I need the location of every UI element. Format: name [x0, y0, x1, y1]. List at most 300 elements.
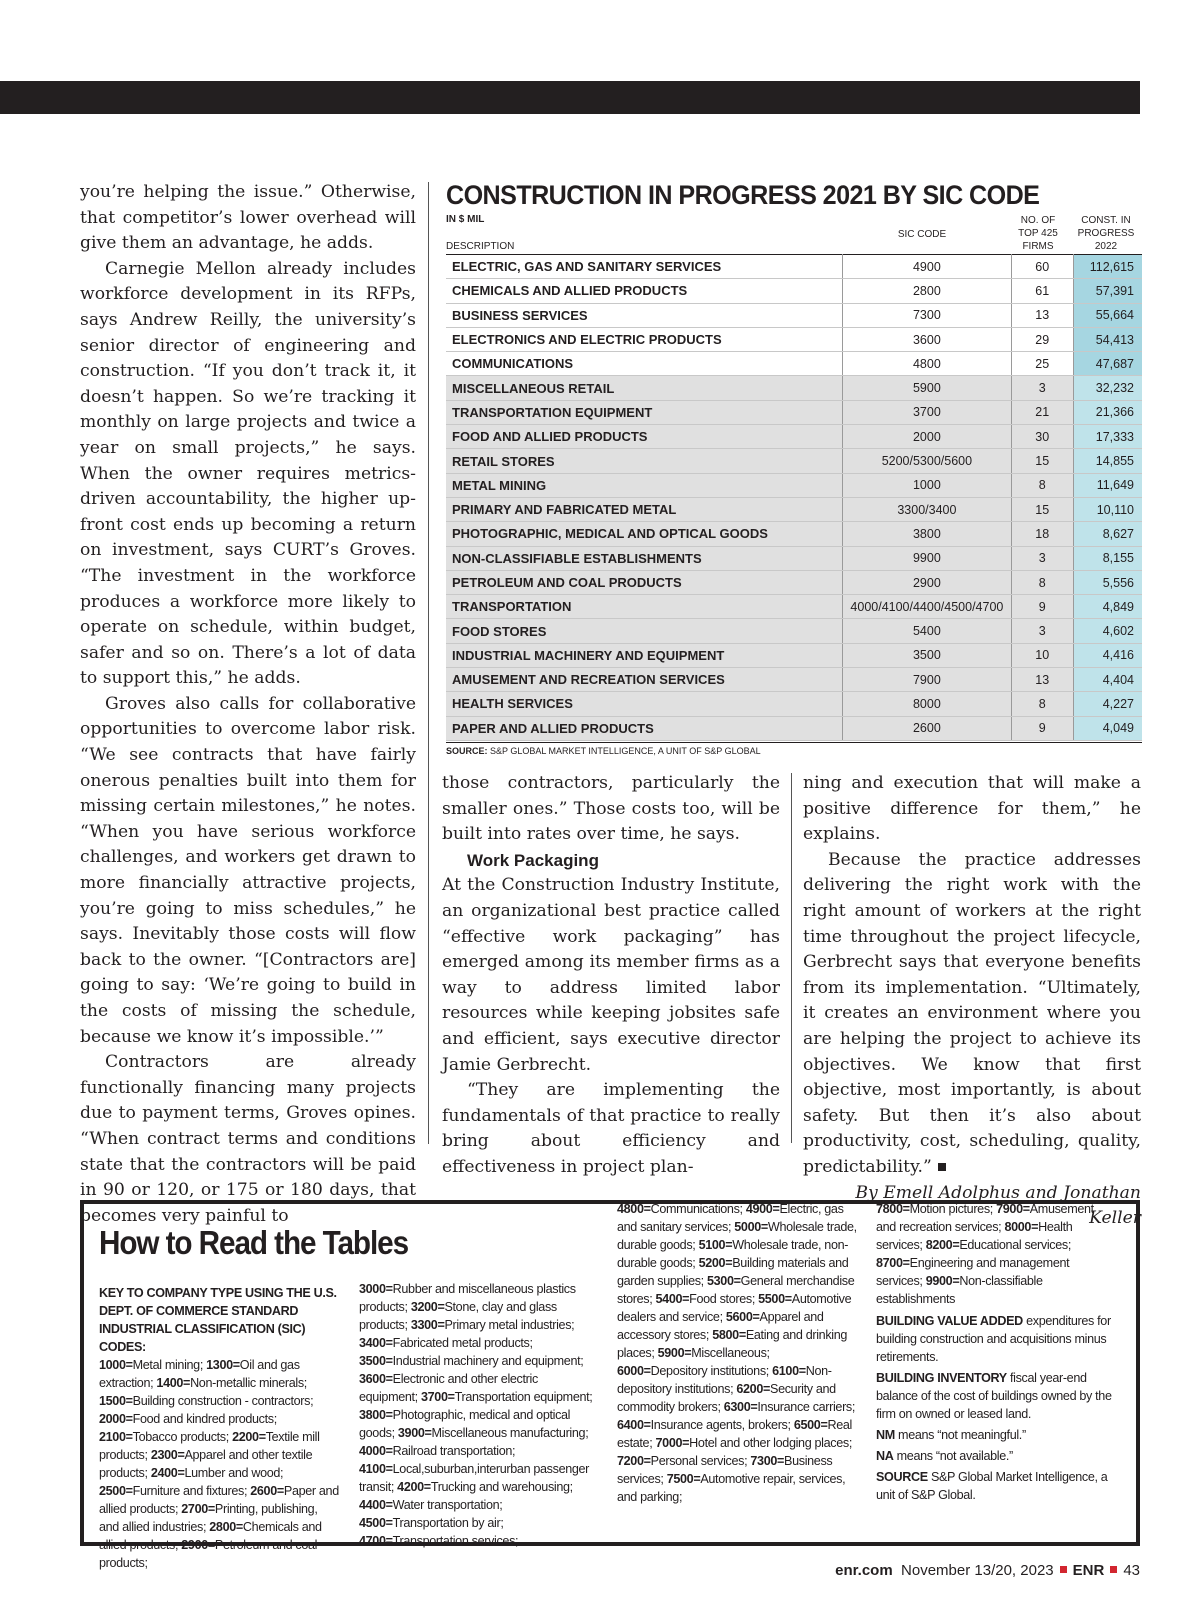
key-description: Food stores	[689, 1292, 752, 1306]
row-construction-in-progress: 8,627	[1073, 522, 1142, 546]
key-equals: =	[385, 1372, 393, 1386]
table-row	[446, 570, 1142, 594]
row-firm-count: 18	[1011, 522, 1073, 546]
key-equals: =	[684, 1346, 692, 1360]
key-equals: =	[207, 1502, 215, 1516]
key-description: Insurance carriers	[757, 1400, 852, 1414]
row-sic-code: 3500	[842, 643, 1011, 667]
key-equals: =	[437, 1318, 445, 1332]
definitions	[876, 1312, 1116, 1504]
key-column-2	[359, 1280, 599, 1550]
row-construction-in-progress: 57,391	[1073, 279, 1142, 303]
row-description: BUSINESS SERVICES	[446, 303, 842, 327]
definition	[876, 1426, 1116, 1444]
table-row	[446, 279, 1142, 303]
key-equals: =	[643, 1454, 651, 1468]
key-code: 4900	[745, 1202, 773, 1216]
key-equals: =	[820, 1418, 828, 1432]
row-sic-code: 4000/4100/4400/4500/4700	[842, 595, 1011, 619]
key-equals: =	[276, 1484, 284, 1498]
row-sic-code: 2000	[842, 425, 1011, 449]
definition	[876, 1312, 1116, 1366]
key-equals: =	[183, 1376, 191, 1390]
row-construction-in-progress: 11,649	[1073, 473, 1142, 497]
key-equals: =	[784, 1292, 792, 1306]
article-column-3	[803, 771, 1141, 1232]
table-row	[446, 619, 1142, 643]
key-description: Petroleum and coal products	[99, 1538, 318, 1570]
key-equals: =	[258, 1430, 266, 1444]
row-firm-count: 8	[1011, 473, 1073, 497]
key-equals: =	[232, 1358, 240, 1372]
row-firm-count: 15	[1011, 449, 1073, 473]
header-sic: SIC CODE	[897, 229, 947, 240]
key-description: Depository institutions	[650, 1364, 766, 1378]
definition-text: S&P Global Market Intelligence, a unit of S&P Global.	[876, 1470, 1108, 1502]
table-row	[446, 327, 1142, 351]
key-description: Building construction - contractors	[132, 1394, 311, 1408]
key-description: Security and commodity brokers	[617, 1382, 836, 1414]
row-construction-in-progress: 4,227	[1073, 692, 1142, 716]
row-construction-in-progress: 10,110	[1073, 497, 1142, 521]
row-firm-count: 3	[1011, 619, 1073, 643]
key-description: Electronic and other electric equipment	[359, 1372, 538, 1404]
definition-term: BUILDING VALUE ADDED	[876, 1314, 1023, 1328]
key-equals: =	[752, 1310, 760, 1324]
article-paragraph: Carnegie Mellon already includes workforce development in its RFPs, says Andrew Reilly, the university’s senior director of engineering and construction. “If you don’t track it, it doesn’t happen. So we’re tracking it monthly on large projects and twice a year on small projects,” he says. When the owner requires metrics-driven accountability, the higher up-front cost ends up becoming a return on investment, says CURT’s Groves. “The investment in the workforce produces a workforce more likely to operate on schedule, within budget, safer and so on. There’s a lot of data to support this,” he adds.	[80, 258, 416, 689]
row-firm-count: 10	[1011, 643, 1073, 667]
key-code: 2100	[99, 1430, 126, 1444]
key-equals: =	[902, 1256, 910, 1270]
key-description: Amusement and recreation services	[876, 1202, 1094, 1234]
row-construction-in-progress: 55,664	[1073, 303, 1142, 327]
key-code: 4100	[359, 1462, 386, 1476]
row-sic-code: 3300/3400	[842, 497, 1011, 521]
key-equals: =	[125, 1412, 133, 1426]
key-code: 6400	[617, 1418, 644, 1432]
key-equals: =	[725, 1256, 733, 1270]
definition-term: SOURCE	[876, 1470, 928, 1484]
key-equals: =	[1031, 1220, 1039, 1234]
key-equals: =	[385, 1282, 393, 1296]
key-equals: =	[725, 1238, 733, 1252]
table-row	[446, 643, 1142, 667]
row-sic-code: 5900	[842, 376, 1011, 400]
row-firm-count: 3	[1011, 376, 1073, 400]
key-code: 4400	[359, 1498, 386, 1512]
key-description: Textile mill products	[99, 1430, 320, 1462]
key-description: Primary metal industries	[444, 1318, 572, 1332]
key-code: 3000	[359, 1282, 386, 1296]
key-equals: =	[733, 1274, 741, 1288]
row-firm-count: 15	[1011, 497, 1073, 521]
key-code: 1500	[99, 1394, 126, 1408]
row-description: INDUSTRIAL MACHINERY AND EQUIPMENT	[446, 643, 842, 667]
key-code: 4000	[359, 1444, 386, 1458]
footer-site: enr.com	[835, 1562, 893, 1579]
article-paragraph: those contractors, particularly the smaller ones.” Those costs too, will be built into rates over time, he says.	[442, 773, 780, 845]
page-footer	[835, 1562, 1140, 1579]
key-equals: =	[385, 1354, 393, 1368]
key-description: Electric, gas and sanitary services	[617, 1202, 844, 1234]
key-codes: 4800=Communications; 4900=Electric, gas and sanitary services; 5000=Wholesale trade, durable goods; 5100=Wholesale trade, non-durable goods; 5200=Building materials and garden supplies; 5300=General merchandise stores; 5400=Food stores; 5500=Automotive dealers and service; 5600=Apparel and accessory stores; 5800=Eating and drinking places; 5900=Miscellaneous; 6000=Depository institutions; 6100=Non-depository institutions; 6200=Security and commodity brokers; 6300=Insurance carriers; 6400=Insurance agents, brokers; 6500=Real estate; 7000=Hotel and other lodging places; 7200=Personal services; 7300=Business services; 7500=Automotive repair, services, and parking;	[617, 1202, 857, 1504]
byline: By Emell Adolphus and Jonathan Keller	[855, 1182, 1141, 1229]
definition-term: BUILDING INVENTORY	[876, 1371, 1007, 1385]
table-units: IN $ MIL	[446, 214, 485, 225]
source-text: S&P GLOBAL MARKET INTELLIGENCE, A UNIT OF S&P GLOBAL	[490, 746, 761, 756]
key-description: Apparel and other textile products	[99, 1448, 313, 1480]
table-row	[446, 716, 1142, 740]
key-description: Oil and gas extraction	[99, 1358, 300, 1390]
key-codes: 1000=Metal mining; 1300=Oil and gas extraction; 1400=Non-metallic minerals; 1500=Building construction - contractors; 2000=Food and kindred products; 2100=Tobacco products; 2200=Textile mill products; 2300=Apparel and other textile products; 2400=Lumber and wood; 2500=Furniture and fixtures; 2600=Paper and allied products; 2700=Printing, publishing, and allied industries; 2800=Chemicals and allied products; 2900=Petroleum and coal products;	[99, 1358, 339, 1570]
row-sic-code: 8000	[842, 692, 1011, 716]
row-sic-code: 2600	[842, 716, 1011, 740]
key-code: 7800	[876, 1202, 903, 1216]
key-equals: =	[952, 1238, 960, 1252]
article-paragraph	[803, 848, 1141, 1181]
key-code: 1400	[156, 1376, 184, 1390]
row-description: FOOD STORES	[446, 619, 842, 643]
key-equals: =	[643, 1418, 651, 1432]
page-number: 43	[1123, 1562, 1140, 1579]
key-code: 5500	[758, 1292, 785, 1306]
key-description: Wholesale trade, durable goods	[617, 1220, 857, 1252]
key-code: 3600	[359, 1372, 386, 1386]
key-code: 3200	[410, 1300, 438, 1314]
row-firm-count: 9	[1011, 716, 1073, 740]
row-sic-code: 2900	[842, 570, 1011, 594]
row-construction-in-progress: 4,049	[1073, 716, 1142, 740]
key-code: 2400	[150, 1466, 178, 1480]
key-code: 6000	[617, 1364, 644, 1378]
row-description: AMUSEMENT AND RECREATION SERVICES	[446, 668, 842, 692]
row-sic-code: 4900	[842, 255, 1011, 279]
key-description: Trucking and warehousing	[430, 1480, 570, 1494]
key-code: 3400	[359, 1336, 386, 1350]
key-equals: =	[738, 1328, 746, 1342]
key-description: Rubber and miscellaneous plastics products	[359, 1282, 576, 1314]
key-description: Transportation by air	[392, 1516, 501, 1530]
row-description: CHEMICALS AND ALLIED PRODUCTS	[446, 279, 842, 303]
row-sic-code: 5400	[842, 619, 1011, 643]
key-description: Health services	[876, 1220, 1073, 1252]
key-description: Insurance agents, brokers	[650, 1418, 788, 1432]
row-sic-code: 2800	[842, 279, 1011, 303]
row-sic-code: 7300	[842, 303, 1011, 327]
key-column-4	[876, 1200, 1116, 1507]
table-row	[446, 425, 1142, 449]
key-codes: 7800=Motion pictures; 7900=Amusement and recreation services; 8000=Health services; 8200=Educational services; 8700=Engineering and management services; 9900=Non-classifiable establishments	[876, 1202, 1094, 1306]
row-construction-in-progress: 54,413	[1073, 327, 1142, 351]
key-equals: =	[385, 1534, 393, 1548]
row-description: TRANSPORTATION	[446, 595, 842, 619]
key-code: 2200	[232, 1430, 259, 1444]
key-description: Food and kindred products	[132, 1412, 274, 1426]
row-firm-count: 29	[1011, 327, 1073, 351]
key-code: 2600	[250, 1484, 277, 1498]
key-equals: =	[952, 1274, 960, 1288]
key-equals: =	[902, 1202, 910, 1216]
key-description: Chemicals and allied products	[99, 1520, 322, 1552]
key-code: 7300	[750, 1454, 778, 1468]
table-row	[446, 449, 1142, 473]
key-equals: =	[385, 1336, 393, 1350]
source-label: SOURCE:	[446, 746, 488, 756]
footer-date: November 13/20, 2023	[901, 1562, 1054, 1579]
header-description: DESCRIPTION	[446, 241, 515, 252]
article-paragraph: “They are implementing the fundamentals of that practice to really bring about efficiency and effectiveness in project plan-	[442, 1080, 780, 1177]
key-code: 2900	[181, 1538, 208, 1552]
key-equals: =	[235, 1520, 243, 1534]
key-description: Transportation services	[392, 1534, 516, 1548]
key-code: 9900	[925, 1274, 953, 1288]
key-code: 5200	[698, 1256, 726, 1270]
subhead: Work Packaging	[467, 850, 599, 870]
row-description: PETROLEUM AND COAL PRODUCTS	[446, 570, 842, 594]
key-equals: =	[682, 1292, 690, 1306]
key-code: 8700	[876, 1256, 903, 1270]
key-code: 2000	[99, 1412, 126, 1426]
article-paragraph: Contractors are already functionally financing many projects due to payment terms, Groves opines. “When contract terms and conditions state that the contractors will be paid in 90 or 120, or 175 or 180 days, that becomes very painful to	[80, 1052, 416, 1226]
table-row	[446, 522, 1142, 546]
key-equals: =	[772, 1202, 780, 1216]
key-code: 5100	[698, 1238, 726, 1252]
key-description: Paper and allied products	[99, 1484, 339, 1516]
key-equals: =	[750, 1400, 758, 1414]
definition	[876, 1468, 1116, 1504]
key-description: Stone, clay and glass products	[359, 1300, 557, 1332]
key-code: 6100	[772, 1364, 799, 1378]
table-row	[446, 255, 1142, 279]
key-description: Engineering and management services	[876, 1256, 1070, 1288]
key-equals: =	[177, 1448, 185, 1462]
key-equals: =	[385, 1462, 393, 1476]
row-construction-in-progress: 47,687	[1073, 352, 1142, 376]
definition-text: fiscal year-end balance of the cost of buildings owned by the firm on owned or leased land.	[876, 1371, 1112, 1421]
row-firm-count: 9	[1011, 595, 1073, 619]
key-equals: =	[643, 1364, 651, 1378]
row-construction-in-progress: 4,404	[1073, 668, 1142, 692]
row-firm-count: 21	[1011, 400, 1073, 424]
table-row	[446, 376, 1142, 400]
key-description: Motion pictures	[909, 1202, 990, 1216]
key-code: 5600	[725, 1310, 753, 1324]
key-description: Transportation equipment	[454, 1390, 590, 1404]
row-description: RETAIL STORES	[446, 449, 842, 473]
row-sic-code: 3700	[842, 400, 1011, 424]
key-equals: =	[447, 1390, 455, 1404]
row-description: ELECTRIC, GAS AND SANITARY SERVICES	[446, 255, 842, 279]
key-code: 3500	[359, 1354, 386, 1368]
key-code: 5000	[734, 1220, 761, 1234]
row-firm-count: 8	[1011, 570, 1073, 594]
table-row	[446, 400, 1142, 424]
key-equals: =	[763, 1382, 771, 1396]
key-code: 4500	[359, 1516, 386, 1530]
definition-term: NA	[876, 1449, 894, 1463]
header-progress: CONST. IN PROGRESS 2022	[1077, 215, 1135, 252]
row-description: ELECTRONICS AND ELECTRIC PRODUCTS	[446, 327, 842, 351]
table-source	[446, 742, 1142, 756]
row-description: COMMUNICATIONS	[446, 352, 842, 376]
key-equals: =	[423, 1480, 431, 1494]
row-description: FOOD AND ALLIED PRODUCTS	[446, 425, 842, 449]
key-equals: =	[385, 1516, 393, 1530]
end-mark-icon	[938, 1163, 946, 1171]
key-description: Tobacco products	[132, 1430, 226, 1444]
row-construction-in-progress: 21,366	[1073, 400, 1142, 424]
definition-term: NM	[876, 1428, 895, 1442]
key-description: Automotive repair, services, and parking	[617, 1472, 846, 1504]
row-construction-in-progress: 4,602	[1073, 619, 1142, 643]
row-sic-code: 5200/5300/5600	[842, 449, 1011, 473]
key-description: Business services	[617, 1454, 833, 1486]
key-equals: =	[125, 1358, 133, 1372]
row-sic-code: 4800	[842, 352, 1011, 376]
row-description: HEALTH SERVICES	[446, 692, 842, 716]
key-code: 3300	[410, 1318, 438, 1332]
column-divider	[791, 773, 792, 1143]
key-description: Local,suburban,interurban passenger transit	[359, 1462, 590, 1494]
row-construction-in-progress: 112,615	[1073, 255, 1142, 279]
key-description: Hotel and other lodging places	[689, 1436, 849, 1450]
key-description: Water transportation	[392, 1498, 500, 1512]
article-column-1	[80, 180, 416, 1229]
key-description: Miscellaneous	[691, 1346, 767, 1360]
key-code: 5900	[657, 1346, 685, 1360]
key-description: Apparel and accessory stores	[617, 1310, 824, 1342]
key-equals: =	[760, 1220, 768, 1234]
top-banner-bar	[0, 81, 1140, 114]
definition-text: means “not available.”	[896, 1449, 1013, 1463]
key-description: Wholesale trade, non-durable goods	[617, 1238, 849, 1270]
table-row	[446, 595, 1142, 619]
key-description: Furniture and fixtures	[132, 1484, 244, 1498]
box-title: How to Read the Tables	[99, 1224, 409, 1261]
key-equals: =	[682, 1436, 690, 1450]
how-to-read-box	[80, 1200, 1140, 1570]
key-description: Printing, publishing, and allied industries	[99, 1502, 318, 1534]
key-column-3	[617, 1200, 862, 1506]
key-description: Fabricated metal products	[392, 1336, 530, 1350]
row-firm-count: 25	[1011, 352, 1073, 376]
row-description: TRANSPORTATION EQUIPMENT	[446, 400, 842, 424]
key-code: 7000	[655, 1436, 683, 1450]
table-row	[446, 303, 1142, 327]
footer-publication: ENR	[1072, 1562, 1105, 1579]
key-code: 4700	[359, 1534, 386, 1548]
key-codes: 3000=Rubber and miscellaneous plastics products; 3200=Stone, clay and glass products; 3300=Primary metal industries; 3400=Fabricated metal products; 3500=Industrial machinery and equipment; 3600=Electronic and other electric equipment; 3700=Transportation equipment; 3800=Photographic, medical and optical goods; 3900=Miscellaneous manufacturing; 4000=Railroad transportation; 4100=Local,suburban,interurban passenger transit; 4200=Trucking and warehousing; 4400=Water transportation; 4500=Transportation by air; 4700=Transportation services;	[359, 1282, 593, 1548]
article-paragraph: ning and execution that will make a positive difference for them,” he explains.	[803, 773, 1141, 845]
key-code: 6200	[736, 1382, 763, 1396]
article-paragraph: you’re helping the issue.” Otherwise, that competitor’s lower overhead will give them an advantage, he adds.	[80, 182, 416, 254]
key-equals: =	[777, 1454, 785, 1468]
key-description: Non-metallic minerals	[190, 1376, 304, 1390]
separator-square-icon	[1110, 1566, 1117, 1573]
key-code: 4800	[617, 1202, 644, 1216]
key-code: 3800	[359, 1408, 386, 1422]
table-title: CONSTRUCTION IN PROGRESS 2021 BY SIC CODE	[446, 180, 1040, 210]
key-description: Eating and drinking places	[617, 1328, 848, 1360]
key-equals: =	[424, 1426, 432, 1440]
article-column-2	[442, 771, 780, 1181]
key-code: 2300	[150, 1448, 178, 1462]
row-firm-count: 8	[1011, 692, 1073, 716]
key-equals: =	[798, 1364, 806, 1378]
key-equals: =	[1022, 1202, 1030, 1216]
key-heading: KEY TO COMPANY TYPE USING THE U.S. DEPT. OF COMMERCE STANDARD INDUSTRIAL CLASSIFICATION (SIC) CODES:	[99, 1286, 337, 1354]
table-row	[446, 497, 1142, 521]
article-paragraph-text: Because the practice addresses delivering the right work with the right amount of workers at the right time throughout the project lifecycle, Gerbrecht says that everyone benefits from its implementation. “Ultimately, it creates an environment where you are helping the project to achieve its objectives. We know that first objective, most importantly, is about safety. But then it’s also about productivity, cost, scheduling, quality, predictability.”	[803, 849, 1141, 1177]
row-description: PRIMARY AND FABRICATED METAL	[446, 497, 842, 521]
key-equals: =	[385, 1444, 393, 1458]
key-code: 5800	[712, 1328, 739, 1342]
row-construction-in-progress: 17,333	[1073, 425, 1142, 449]
row-firm-count: 13	[1011, 303, 1073, 327]
key-description: Non-depository institutions	[617, 1364, 832, 1396]
row-construction-in-progress: 4,849	[1073, 595, 1142, 619]
key-equals: =	[125, 1484, 133, 1498]
table-row	[446, 546, 1142, 570]
key-equals: =	[643, 1202, 651, 1216]
key-equals: =	[385, 1498, 393, 1512]
article-paragraph: At the Construction Industry Institute, an organizational best practice called “effective work packaging” has emerged among its member firms as a way to address limited labor resources while keeping jobsites safe and efficient, says executive director Jamie Gerbrecht.	[442, 875, 780, 1075]
key-equals: =	[693, 1472, 701, 1486]
row-sic-code: 7900	[842, 668, 1011, 692]
definition-text: expenditures for building construction and acquisitions minus retirements.	[876, 1314, 1111, 1364]
key-column-1	[99, 1284, 339, 1572]
key-description: General merchandise stores	[617, 1274, 855, 1306]
key-description: Railroad transportation	[392, 1444, 512, 1458]
key-code: 3900	[397, 1426, 425, 1440]
definition-text: means “not meaningful.”	[898, 1428, 1026, 1442]
row-description: PHOTOGRAPHIC, MEDICAL AND OPTICAL GOODS	[446, 522, 842, 546]
row-description: PAPER AND ALLIED PRODUCTS	[446, 716, 842, 740]
definition	[876, 1369, 1116, 1423]
key-code: 4200	[397, 1480, 424, 1494]
row-construction-in-progress: 4,416	[1073, 643, 1142, 667]
key-equals: =	[125, 1430, 133, 1444]
key-code: 1300	[206, 1358, 233, 1372]
row-firm-count: 61	[1011, 279, 1073, 303]
key-equals: =	[177, 1466, 185, 1480]
row-firm-count: 13	[1011, 668, 1073, 692]
table-row	[446, 473, 1142, 497]
row-sic-code: 3800	[842, 522, 1011, 546]
table-row	[446, 668, 1142, 692]
key-equals: =	[385, 1408, 393, 1422]
key-code: 8000	[1004, 1220, 1032, 1234]
key-code: 6500	[793, 1418, 821, 1432]
row-sic-code: 3600	[842, 327, 1011, 351]
key-description: Building materials and garden supplies	[617, 1256, 849, 1288]
key-code: 7200	[617, 1454, 644, 1468]
key-code: 5300	[706, 1274, 734, 1288]
row-construction-in-progress: 14,855	[1073, 449, 1142, 473]
key-code: 3700	[420, 1390, 448, 1404]
key-description: Educational services	[959, 1238, 1068, 1252]
row-construction-in-progress: 5,556	[1073, 570, 1142, 594]
row-sic-code: 9900	[842, 546, 1011, 570]
row-description: METAL MINING	[446, 473, 842, 497]
key-code: 2800	[209, 1520, 236, 1534]
key-code: 1000	[99, 1358, 126, 1372]
sic-table	[446, 254, 1142, 741]
key-description: Non-classifiable establishments	[876, 1274, 1043, 1306]
key-code: 5400	[655, 1292, 683, 1306]
key-description: Communications	[650, 1202, 740, 1216]
key-code: 7900	[996, 1202, 1023, 1216]
